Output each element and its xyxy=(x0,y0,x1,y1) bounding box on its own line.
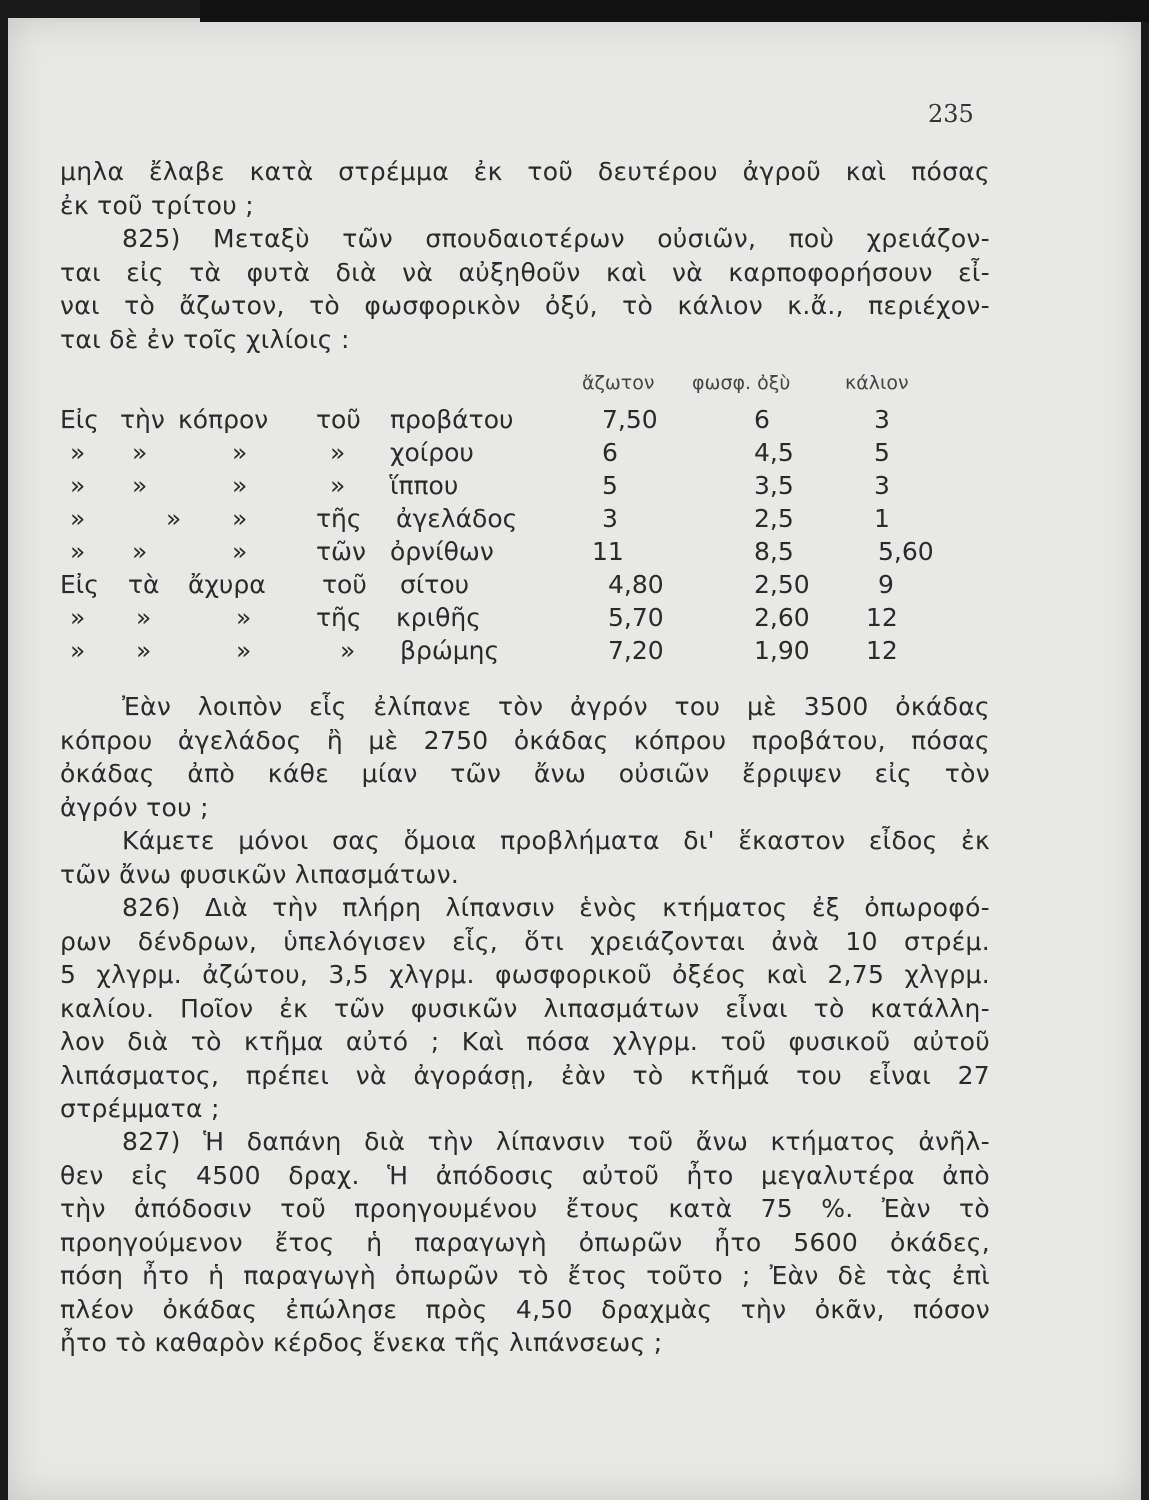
scan-edge xyxy=(200,0,1149,22)
cell: ἀγελάδος xyxy=(396,504,518,533)
cell: » xyxy=(232,537,248,566)
cell: 6 xyxy=(754,405,770,434)
cell: » xyxy=(330,438,346,467)
cell: 2,60 xyxy=(754,603,810,632)
cell: ἄχυρα xyxy=(188,570,266,599)
cell: ὀρνίθων xyxy=(390,537,494,566)
exercise-paragraph xyxy=(60,824,990,891)
cell: » xyxy=(136,603,152,632)
cell: τῆς xyxy=(316,603,362,632)
cell: 7,20 xyxy=(608,636,664,665)
cell: 5,60 xyxy=(878,537,934,566)
text-line: ναι τὸ ἄζωτον, τὸ φωσφορικὸν ὀξύ, τὸ κάλιον κ.ἄ., περιέχον- xyxy=(60,291,990,320)
text-line: θεν εἰς 4500 δραχ. Ἡ ἀπόδοσις αὐτοῦ ἦτο μεγαλυτέρα ἀπὸ xyxy=(60,1160,990,1190)
cell: » xyxy=(236,603,252,632)
cell: » xyxy=(70,636,86,665)
cell: 3 xyxy=(874,471,890,500)
text-line: Ἐὰν λοιπὸν εἷς ἐλίπανε τὸν ἀγρόν του μὲ 3500 ὀκάδας xyxy=(122,692,990,721)
cell: » xyxy=(70,537,86,566)
problem-827 xyxy=(60,1125,990,1360)
cell: τοῦ xyxy=(322,570,367,599)
cell: τῶν xyxy=(316,537,366,566)
text-line: προηγούμενον ἔτος ἡ παραγωγὴ ὀπωρῶν ἦτο 5600 ὀκάδες, xyxy=(60,1227,990,1257)
text-line: ρων δένδρων, ὑπελόγισεν εἷς, ὅτι χρειάζονται ἀνὰ 10 στρέμ. xyxy=(60,926,990,956)
text-line: τῶν ἄνω φυσικῶν λιπασμάτων. xyxy=(60,859,460,889)
cell: 8,5 xyxy=(754,537,794,566)
text-line: πλέον ὀκάδας ἐπώλησε πρὸς 4,50 δραχμὰς τὴν ὀκᾶν, πόσον xyxy=(60,1294,990,1324)
cell: » xyxy=(132,471,148,500)
cell: τὰ xyxy=(128,570,160,599)
table-row xyxy=(60,537,960,570)
cell: » xyxy=(70,504,86,533)
text-line: 827) Ἡ δαπάνη διὰ τὴν λίπανσιν τοῦ ἄνω κτήματος ἀνῆλ- xyxy=(122,1127,990,1156)
cell: » xyxy=(132,438,148,467)
cell: κόπρον xyxy=(178,405,269,434)
cell: προβάτου xyxy=(390,405,514,434)
table-row xyxy=(60,405,960,438)
cell: 12 xyxy=(866,603,898,632)
text-line: καλίου. Ποῖον ἐκ τῶν φυσικῶν λιπασμάτων εἶναι τὸ κατάλλη- xyxy=(60,993,990,1023)
cell: τὴν xyxy=(120,405,165,434)
text-line: λιπάσματος, πρέπει νὰ ἀγοράσῃ, ἐὰν τὸ κτῆμά του εἶναι 27 xyxy=(60,1060,990,1090)
table-row xyxy=(60,636,960,669)
cell: 9 xyxy=(878,570,894,599)
cell: 3 xyxy=(602,504,618,533)
cell: 6 xyxy=(602,438,618,467)
text-line: ἀγρόν του ; xyxy=(60,792,209,822)
cell: 11 xyxy=(592,537,624,566)
text-line: ἦτο τὸ καθαρὸν κέρδος ἕνεκα τῆς λιπάνσεως ; xyxy=(60,1328,663,1357)
problem-825 xyxy=(60,222,990,356)
cell: » xyxy=(232,438,248,467)
table-row xyxy=(60,471,960,504)
text-line: 825) Μεταξὺ τῶν σπουδαιοτέρων οὐσιῶν, ποὺ χρειάζον- xyxy=(122,224,990,253)
cell: τῆς xyxy=(316,504,362,533)
text-line: μηλα ἔλαβε κατὰ στρέμμα ἐκ τοῦ δευτέρου ἀγροῦ καὶ πόσας xyxy=(60,157,990,186)
cell: » xyxy=(70,603,86,632)
cell: » xyxy=(166,504,182,533)
cell: χοίρου xyxy=(390,438,474,467)
text-line: Κάμετε μόνοι σας ὅμοια προβλήματα δι' ἕκαστον εἶδος ἐκ xyxy=(122,826,990,855)
cell: 5,70 xyxy=(608,603,664,632)
cell: Εἰς xyxy=(60,405,99,434)
cell: » xyxy=(340,636,356,665)
paragraph-continuation xyxy=(60,155,990,222)
text-line: 826) Διὰ τὴν πλήρη λίπανσιν ἑνὸς κτήματος ἐξ ὀπωροφό- xyxy=(122,893,990,922)
text-line: ἐκ τοῦ τρίτου ; xyxy=(60,190,255,220)
text-line: τὴν ἀπόδοσιν τοῦ προηγουμένου ἔτους κατὰ 75 %. Ἐὰν τὸ xyxy=(60,1194,990,1223)
col-header-nitrogen: ἄζωτον xyxy=(582,372,655,394)
question-paragraph xyxy=(60,690,990,824)
cell: σίτου xyxy=(400,570,470,599)
cell: » xyxy=(232,504,248,533)
cell: » xyxy=(236,636,252,665)
text-line: ται δὲ ἐν τοῖς χιλίοις : xyxy=(60,324,350,354)
table-row xyxy=(60,438,960,471)
problem-826 xyxy=(60,891,990,1126)
cell: Εἰς xyxy=(60,570,99,599)
cell: 7,50 xyxy=(602,405,658,434)
cell: 5 xyxy=(874,438,890,467)
table-row xyxy=(60,570,960,603)
cell: 2,5 xyxy=(754,504,794,533)
cell: τοῦ xyxy=(316,405,361,434)
text-line: στρέμματα ; xyxy=(60,1094,220,1123)
cell: ἵππου xyxy=(390,471,459,500)
text-line: πόση ἦτο ἡ παραγωγὴ ὀπωρῶν τὸ ἔτος τοῦτο ; Ἐὰν δὲ τὰς ἐπὶ xyxy=(60,1261,990,1290)
table-row xyxy=(60,504,960,537)
cell: » xyxy=(132,537,148,566)
text-line: λον διὰ τὸ κτῆμα αὐτό ; Καὶ πόσα χλγρμ. τοῦ φυσικοῦ αὐτοῦ xyxy=(60,1027,990,1056)
cell: 5 xyxy=(602,471,618,500)
cell: » xyxy=(136,636,152,665)
page-number: 235 xyxy=(928,100,974,128)
text-line: κόπρου ἀγελάδος ἢ μὲ 2750 ὀκάδας κόπρου προβάτου, πόσας xyxy=(60,725,990,755)
cell: 2,50 xyxy=(754,570,810,599)
text-line: ται εἰς τὰ φυτὰ διὰ νὰ αὐξηθοῦν καὶ νὰ καρποφορήσουν εἶ- xyxy=(60,257,990,287)
cell: κριθῆς xyxy=(396,603,481,632)
col-header-phosphoric: φωσφ. ὀξὺ xyxy=(692,372,791,394)
cell: 1,90 xyxy=(754,636,810,665)
cell: » xyxy=(70,471,86,500)
col-header-potassium: κάλιον xyxy=(845,372,909,394)
cell: » xyxy=(70,438,86,467)
cell: 4,5 xyxy=(754,438,794,467)
cell: 3,5 xyxy=(754,471,794,500)
text-line: 5 χλγρμ. ἀζώτου, 3,5 χλγρμ. φωσφορικοῦ ὀξέος καὶ 2,75 χλγρμ. xyxy=(60,960,990,989)
cell: » xyxy=(330,471,346,500)
cell: βρώμης xyxy=(400,636,500,665)
text-line: ὀκάδας ἀπὸ κάθε μίαν τῶν ἄνω οὐσιῶν ἔρριψεν εἰς τὸν xyxy=(60,759,990,788)
cell: 12 xyxy=(866,636,898,665)
cell: 1 xyxy=(874,504,890,533)
table-row xyxy=(60,603,960,636)
cell: 3 xyxy=(874,405,890,434)
cell: » xyxy=(232,471,248,500)
cell: 4,80 xyxy=(608,570,664,599)
